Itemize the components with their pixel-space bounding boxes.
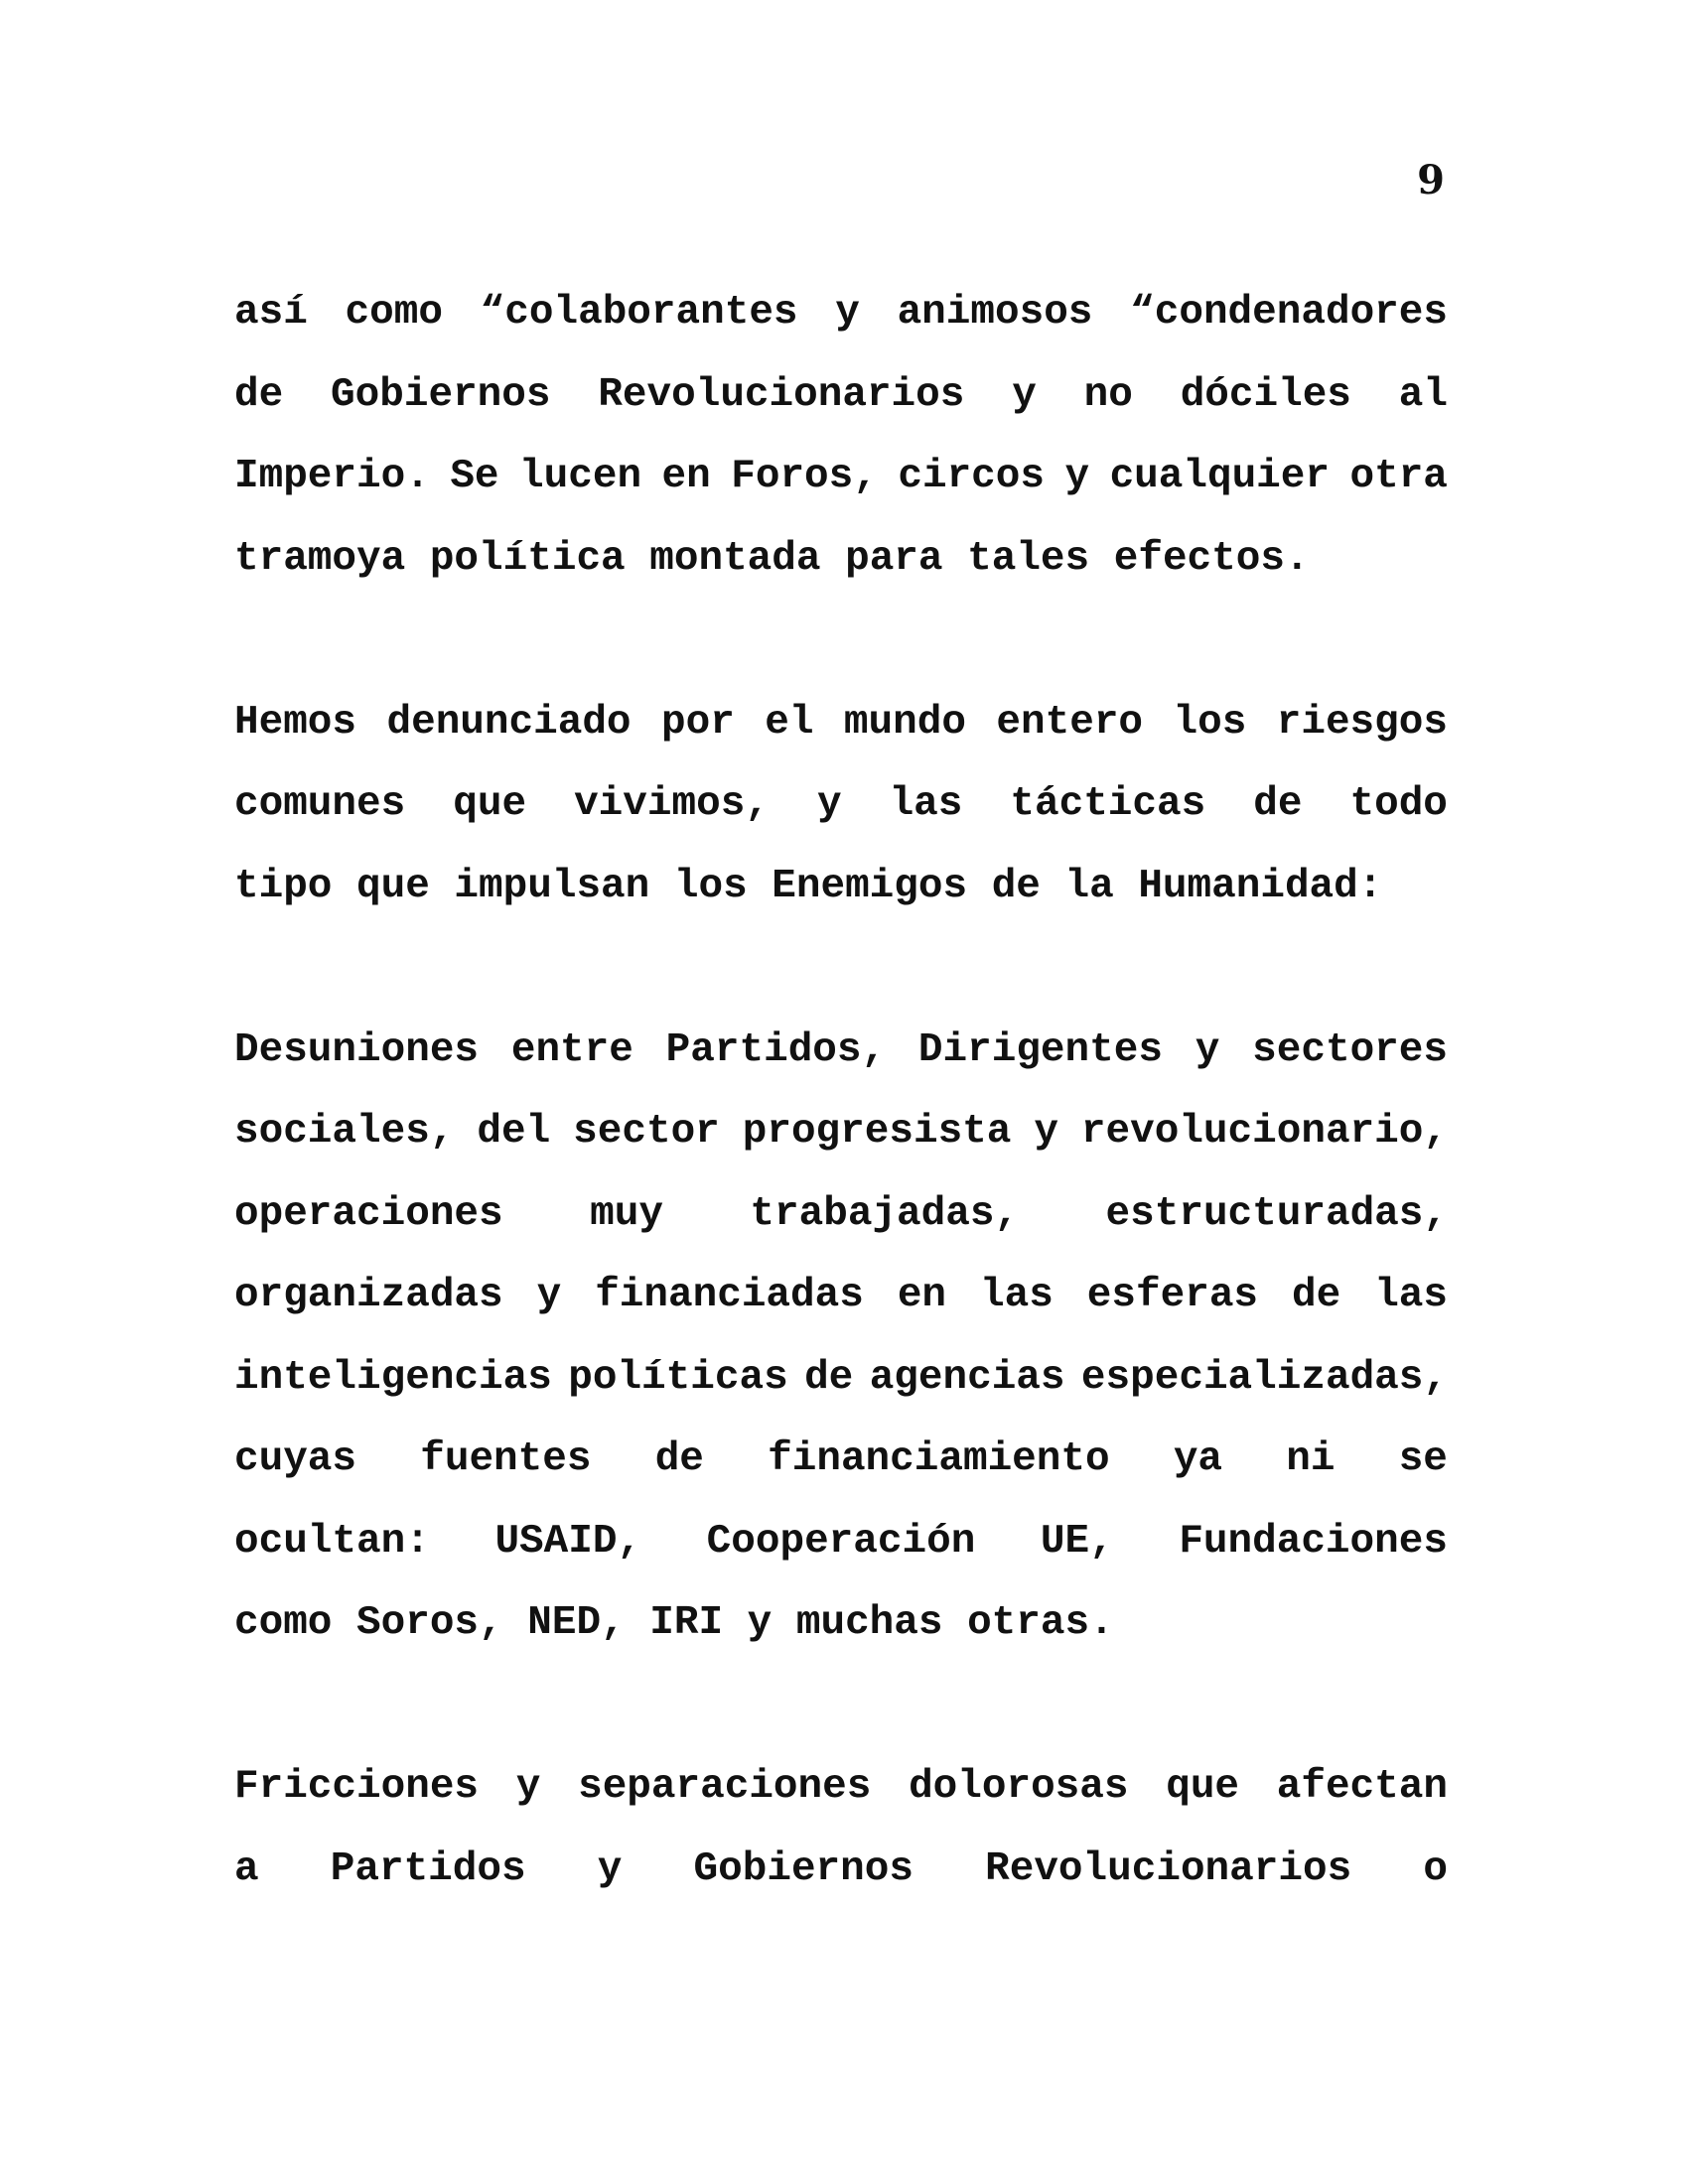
- word: política: [429, 535, 626, 582]
- word: Fricciones: [234, 1764, 480, 1810]
- word: cualquier: [1109, 454, 1330, 499]
- word: fuentes: [420, 1436, 592, 1482]
- word: que: [356, 863, 430, 909]
- word: que: [453, 781, 527, 827]
- word: en: [897, 1273, 947, 1318]
- text-line: [234, 1337, 1448, 1420]
- word: se: [1398, 1436, 1448, 1482]
- word: tácticas: [1010, 781, 1206, 827]
- word: así: [234, 290, 308, 336]
- word: revolucionario,: [1080, 1109, 1448, 1155]
- page-number: 9: [1417, 157, 1445, 204]
- word: de: [804, 1354, 854, 1401]
- word: estructuradas,: [1105, 1190, 1448, 1237]
- word: sectores: [1252, 1026, 1448, 1073]
- word: tramoya: [234, 535, 406, 582]
- word: y: [1012, 371, 1037, 418]
- word: Enemigos: [772, 863, 968, 909]
- word: y: [597, 1845, 623, 1892]
- word: que: [1166, 1764, 1240, 1810]
- word: las: [1374, 1273, 1448, 1318]
- text-line: [234, 518, 1448, 601]
- paragraph: [234, 1010, 1448, 1665]
- word: dóciles: [1180, 371, 1351, 418]
- word: Humanidad:: [1138, 863, 1383, 909]
- word: dolorosas: [909, 1764, 1129, 1810]
- word: montada: [649, 535, 821, 582]
- word: Partidos: [330, 1845, 526, 1892]
- text-line: [234, 1501, 1448, 1583]
- word: tipo: [234, 863, 333, 909]
- text-line: [234, 436, 1448, 518]
- text-line: [234, 1173, 1448, 1256]
- word: y: [1195, 1026, 1220, 1073]
- word: el: [765, 699, 814, 746]
- word: progresista: [742, 1109, 1012, 1155]
- word: Revolucionarios: [598, 371, 965, 418]
- word: Desuniones: [234, 1026, 480, 1073]
- word: IRI: [649, 1600, 724, 1646]
- word: las: [889, 781, 963, 827]
- word: las: [980, 1273, 1054, 1318]
- word: trabajadas,: [750, 1190, 1020, 1237]
- word: cuyas: [234, 1436, 357, 1482]
- word: Cooperación: [706, 1518, 976, 1565]
- word: UE,: [1040, 1518, 1114, 1565]
- word: y: [1034, 1109, 1058, 1155]
- word: de: [654, 1436, 704, 1482]
- word: al: [1398, 371, 1448, 418]
- text-line: [234, 1010, 1448, 1092]
- word: Se: [450, 454, 499, 499]
- word: efectos.: [1113, 535, 1310, 582]
- word: entero: [996, 699, 1144, 746]
- text-line: [234, 682, 1448, 764]
- word: y: [1064, 454, 1090, 499]
- word: políticas: [568, 1354, 788, 1401]
- text-line: [234, 354, 1448, 437]
- paragraph: [234, 1746, 1448, 1910]
- word: afectan: [1276, 1764, 1448, 1810]
- word: Revolucionarios: [985, 1845, 1352, 1892]
- word: y: [536, 1273, 562, 1318]
- word: como: [345, 290, 443, 336]
- text-line: [234, 763, 1448, 846]
- word: para: [845, 535, 943, 582]
- word: como: [234, 1600, 333, 1646]
- paragraph: [234, 272, 1448, 600]
- word: por: [660, 699, 735, 746]
- text-line: [234, 272, 1448, 354]
- text-line: [234, 846, 1448, 928]
- word: agencias: [869, 1354, 1065, 1401]
- word: animosos: [897, 290, 1093, 336]
- word: impulsan: [454, 863, 650, 909]
- word: esferas: [1086, 1273, 1259, 1318]
- word: todo: [1349, 781, 1448, 827]
- word: ni: [1286, 1436, 1336, 1482]
- word: la: [1064, 863, 1114, 909]
- word: muchas: [795, 1600, 943, 1646]
- word: Partidos,: [665, 1026, 887, 1073]
- word: muy: [590, 1190, 663, 1237]
- word: financiadas: [595, 1273, 864, 1318]
- word: sector: [573, 1109, 720, 1155]
- word: circos: [898, 454, 1045, 499]
- word: separaciones: [578, 1764, 872, 1810]
- word: sociales,: [234, 1109, 455, 1155]
- word: los: [673, 863, 748, 909]
- word: Hemos: [234, 699, 357, 746]
- word: otra: [1349, 454, 1448, 499]
- word: entre: [510, 1026, 633, 1073]
- word: a: [234, 1845, 259, 1892]
- word: Soros,: [356, 1600, 503, 1646]
- word: Imperio.: [234, 454, 430, 499]
- word: tales: [967, 535, 1090, 582]
- word: operaciones: [234, 1190, 503, 1237]
- word: Gobiernos: [331, 371, 551, 418]
- word: riesgos: [1276, 699, 1448, 746]
- word: NED,: [527, 1600, 626, 1646]
- document-body: [234, 272, 1448, 1910]
- word: organizadas: [234, 1273, 503, 1318]
- word: y: [835, 290, 860, 336]
- word: comunes: [234, 781, 406, 827]
- word: de: [234, 371, 284, 418]
- word: Dirigentes: [917, 1026, 1163, 1073]
- word: financiamiento: [768, 1436, 1110, 1482]
- text-line: [234, 1255, 1448, 1337]
- word: otras.: [967, 1600, 1114, 1646]
- word: especializadas,: [1080, 1354, 1448, 1401]
- word: lucen: [519, 454, 642, 499]
- text-line: [234, 1091, 1448, 1173]
- word: o: [1423, 1845, 1448, 1892]
- word: vivimos,: [574, 781, 770, 827]
- text-line: [234, 1829, 1448, 1911]
- word: Foros,: [731, 454, 878, 499]
- word: los: [1173, 699, 1247, 746]
- word: ocultan:: [234, 1518, 430, 1565]
- text-line: [234, 1746, 1448, 1829]
- word: no: [1083, 371, 1133, 418]
- text-line: [234, 1582, 1448, 1665]
- word: del: [477, 1109, 551, 1155]
- paragraph: [234, 682, 1448, 928]
- word: y: [747, 1600, 773, 1646]
- word: de: [1292, 1273, 1341, 1318]
- word: y: [515, 1764, 541, 1810]
- word: ya: [1173, 1436, 1223, 1482]
- word: de: [1253, 781, 1303, 827]
- word: y: [816, 781, 842, 827]
- word: inteligencias: [234, 1354, 552, 1401]
- word: Fundaciones: [1179, 1518, 1448, 1565]
- word: mundo: [843, 699, 966, 746]
- word: en: [661, 454, 711, 499]
- word: denunciado: [386, 699, 632, 746]
- word: USAID,: [494, 1518, 642, 1565]
- word: “colaborantes: [480, 290, 798, 336]
- word: Gobiernos: [693, 1845, 914, 1892]
- word: de: [991, 863, 1041, 909]
- text-line: [234, 1419, 1448, 1501]
- word: “condenadores: [1130, 290, 1448, 336]
